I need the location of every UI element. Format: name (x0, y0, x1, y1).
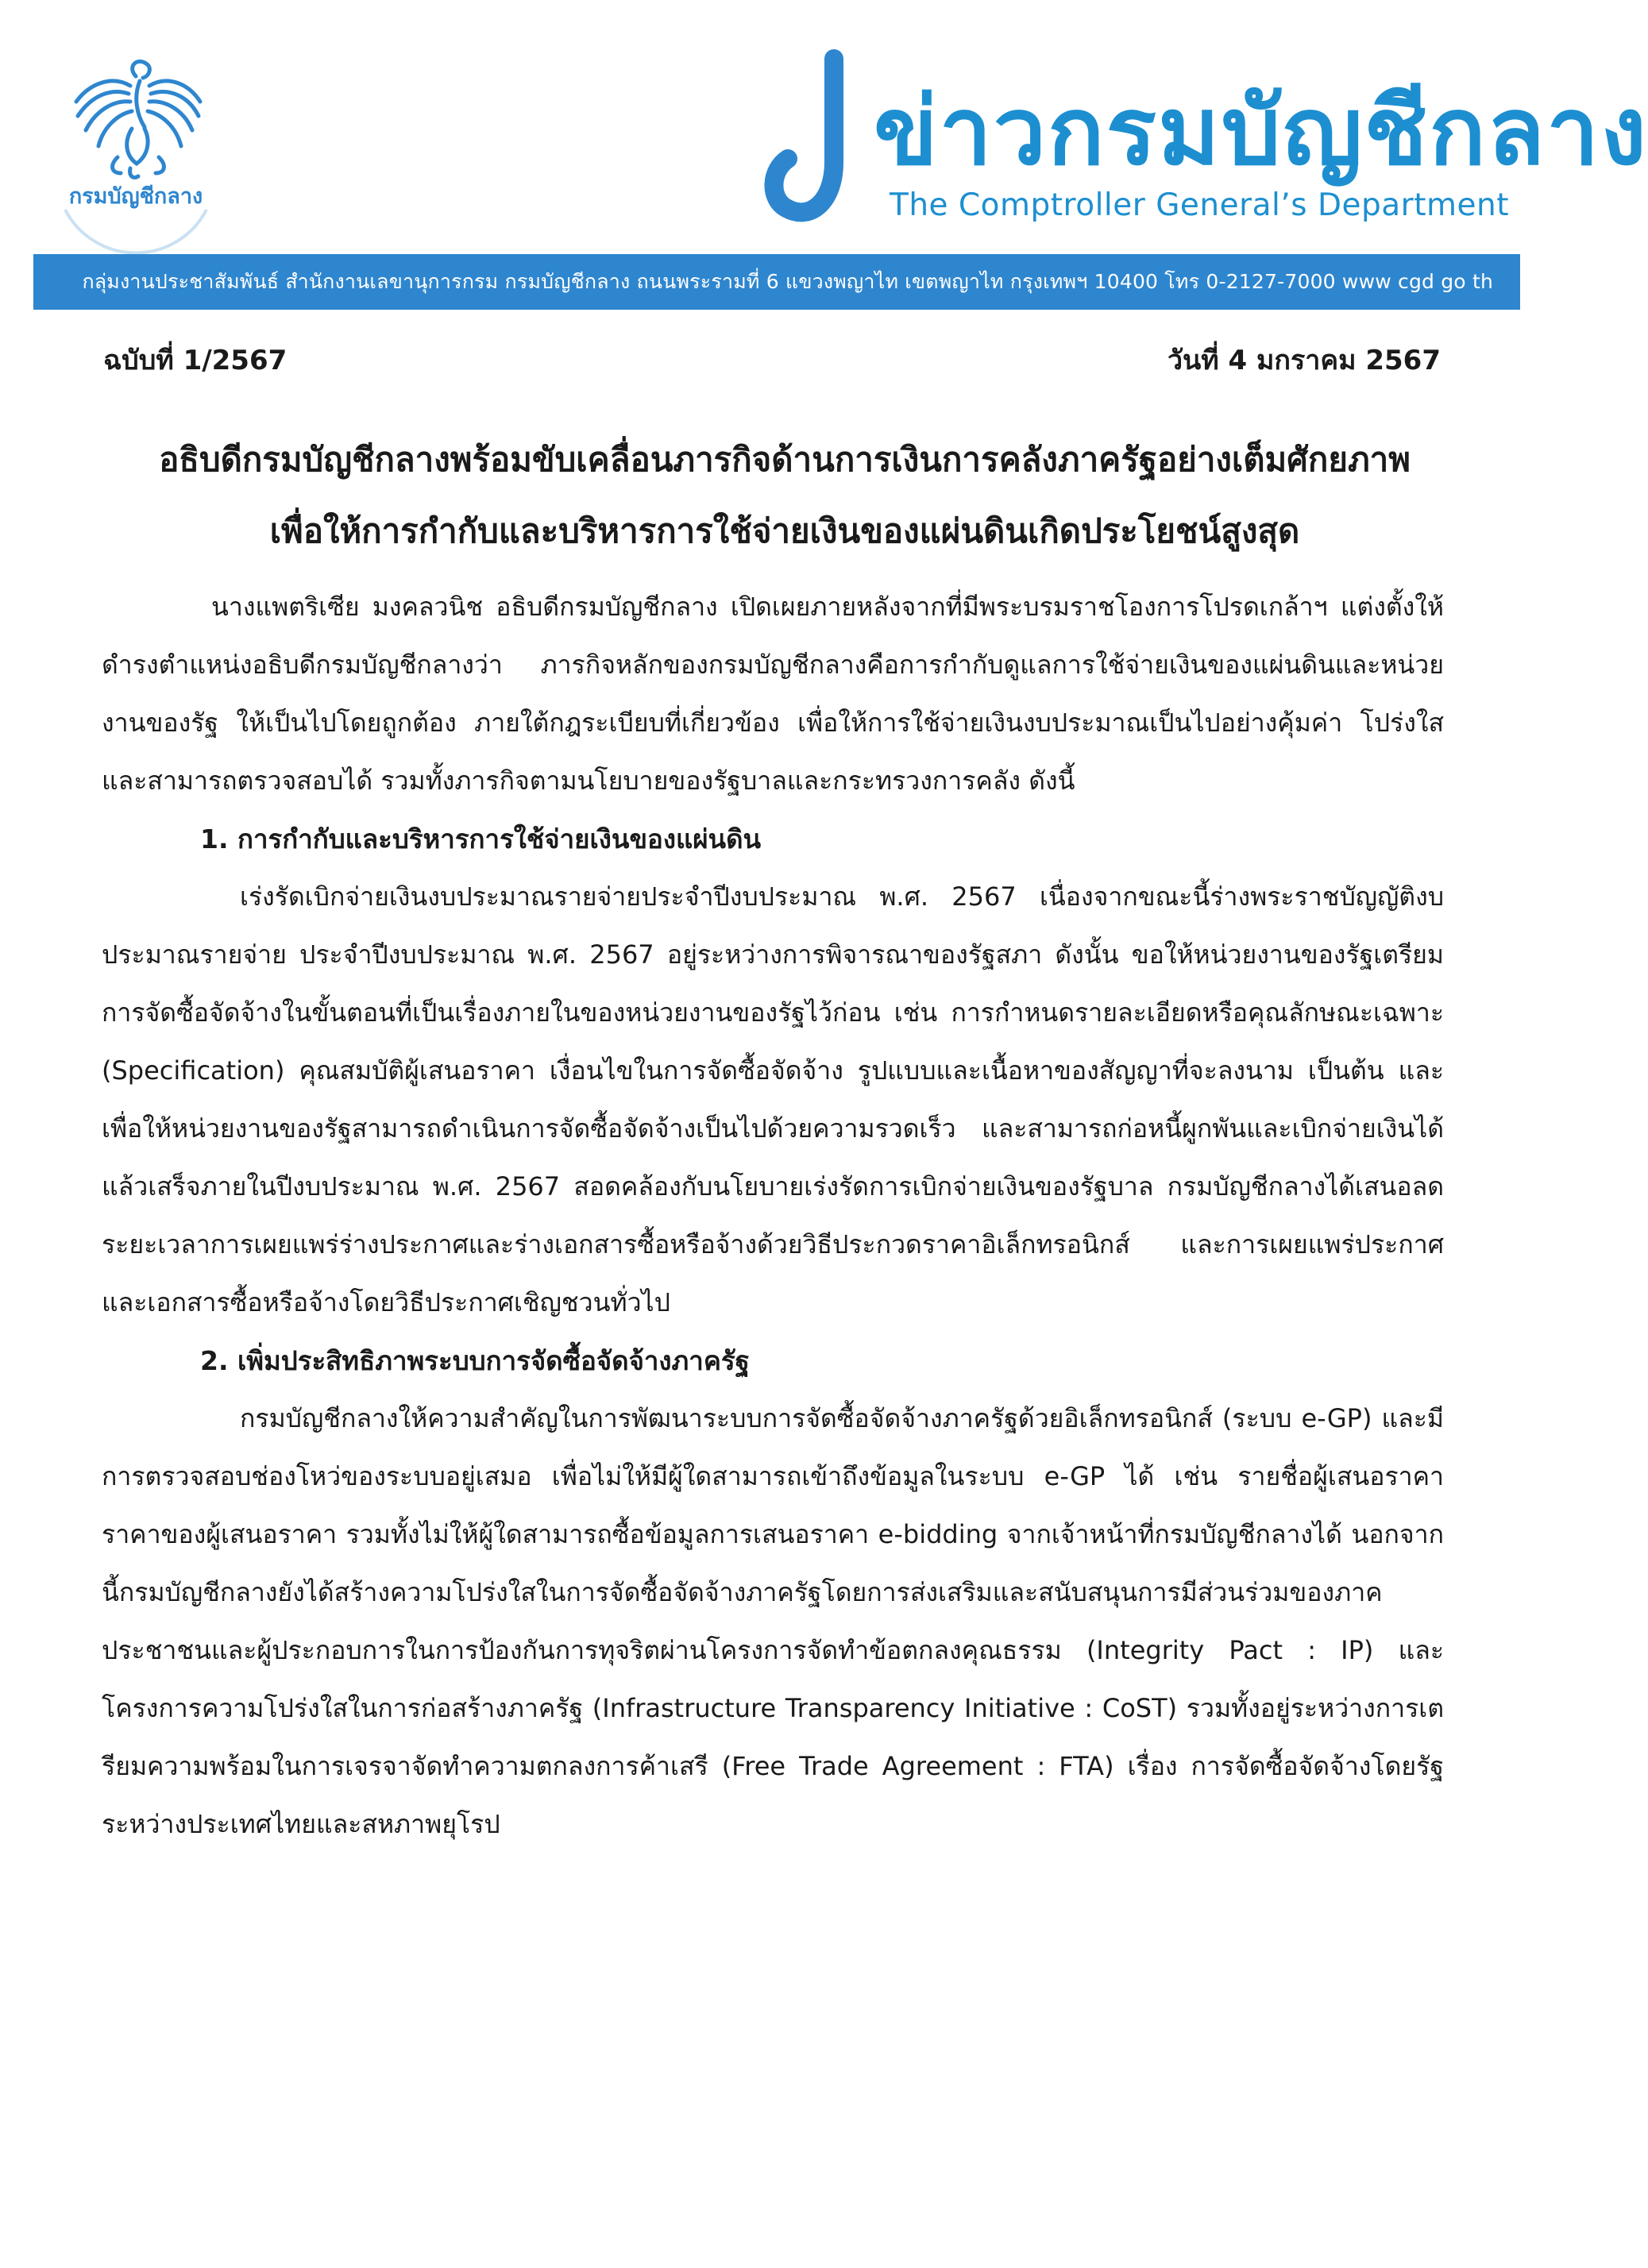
issue-date: วันที่ 4 มกราคม 2567 (1167, 345, 1441, 376)
masthead-subtitle: The Comptroller General’s Department (890, 187, 1510, 223)
contact-bar (33, 254, 1520, 310)
masthead-title: ข่าวกรมบัญชีกลาง (874, 76, 1648, 186)
section-1-heading: 1. การกำกับและบริหารการใช้จ่ายเงินของแผ่นดิน (200, 824, 762, 854)
contact-bar-text: กลุ่มงานประชาสัมพันธ์ สำนักงานเลขานุการกรม กรมบัญชีกลาง ถนนพระรามที่ 6 แขวงพญาไท เขตพญาไท กรุงเทพฯ 10400 โทร 0-2127-7000 www cgd go th (82, 270, 1493, 293)
headline-line-2: เพื่อให้การกำกับและบริหารการใช้จ่ายเงินของแผ่นดินเกิดประโยชน์สูงสุด (269, 511, 1300, 550)
section-2-paragraph: กรมบัญชีกลางให้ความสำคัญในการพัฒนาระบบการจัดซื้อจัดจ้างภาครัฐด้วยอิเล็กทรอนิกส์ (ระบบ e-GP) และมีการตรวจสอบช่องโหว่ของระบบอยู่เสมอ เพื่อไม่ให้มีผู้ใดสามารถเข้าถึงข้อมูลในระบบ e-GP ได้ เช่น รายชื่อผู้เสนอราคา ราคาของผู้เสนอราคา รวมทั้งไม่ให้ผู้ใดสามารถซื้อข้อมูลการเสนอราคา e-bidding จากเจ้าหน้าที่กรมบัญชีกลางได้ นอกจากนี้กรมบัญชีกลางยังได้สร้างความโปร่งใสในการจัดซื้อจัดจ้างภาครัฐโดยการส่งเสริมและสนับสนุนการมีส่วนร่วมของภาคประชาชนและผู้ประกอบการในการป้องกันการทุจริตผ่านโครงการจัดทำข้อตกลงคุณธรรม (Integrity Pact : IP) และโครงการความโปร่งใสในการก่อสร้างภาครัฐ (Infrastructure Transparency Initiative : CoST) รวมทั้งอยู่ระหว่างการเตรียมความพร้อมในการเจรจาจัดทำความตกลงการค้าเสรี (Free Trade Agreement : FTA) เรื่อง การจัดซื้อจัดจ้างโดยรัฐ ระหว่างประเทศไทยและสหภาพยุโรป (102, 1403, 1444, 1839)
section-2-heading: 2. เพิ่มประสิทธิภาพระบบการจัดซื้อจัดจ้างภาครัฐ (200, 1345, 750, 1376)
garuda-emblem-icon (54, 52, 218, 222)
article-body (102, 578, 1444, 1853)
headline-line-1: อธิบดีกรมบัญชีกลางพร้อมขับเคลื่อนภารกิจด้านการเงินการคลังภาครัฐอย่างเต็มศักยภาพ (159, 440, 1411, 479)
logo-caption: กรมบัญชีกลาง (68, 184, 203, 209)
issue-number: ฉบับที่ 1/2567 (103, 345, 288, 376)
intro-paragraph: นางแพตริเซีย มงคลวนิช อธิบดีกรมบัญชีกลาง เปิดเผยภายหลังจากที่มีพระบรมราชโองการโปรดเกล้าฯ แต่งตั้งให้ดำรงตำแหน่งอธิบดีกรมบัญชีกลางว่า ภารกิจหลักของกรมบัญชีกลางคือการกำกับดูแลการใช้จ่ายเงินของแผ่นดินและหน่วยงานของรัฐ ให้เป็นไปโดยถูกต้อง ภายใต้กฎระเบียบที่เกี่ยวข้อง เพื่อให้การใช้จ่ายเงินงบประมาณเป็นไปอย่างคุ้มค่า โปร่งใส และสามารถตรวจสอบได้ รวมทั้งภารกิจตามนโยบายของรัฐบาลและกระทรวงการคลัง ดังนี้ (102, 592, 1444, 796)
section-1-paragraph: เร่งรัดเบิกจ่ายเงินงบประมาณรายจ่ายประจำปีงบประมาณ พ.ศ. 2567 เนื่องจากขณะนี้ร่างพระราชบัญญัติงบประมาณรายจ่าย ประจำปีงบประมาณ พ.ศ. 2567 อยู่ระหว่างการพิจารณาของรัฐสภา ดังนั้น ขอให้หน่วยงานของรัฐเตรียมการจัดซื้อจัดจ้างในขั้นตอนที่เป็นเรื่องภายในของหน่วยงานของรัฐไว้ก่อน เช่น การกำหนดรายละเอียดหรือคุณลักษณะเฉพาะ (Specification) คุณสมบัติผู้เสนอราคา เงื่อนไขในการจัดซื้อจัดจ้าง รูปแบบและเนื้อหาของสัญญาที่จะลงนาม เป็นต้น และเพื่อให้หน่วยงานของรัฐสามารถดำเนินการจัดซื้อจัดจ้างเป็นไปด้วยความรวดเร็ว และสามารถก่อหนี้ผูกพันและเบิกจ่ายเงินได้แล้วเสร็จภายในปีงบประมาณ พ.ศ. 2567 สอดคล้องกับนโยบายเร่งรัดการเบิกจ่ายเงินของรัฐบาล กรมบัญชีกลางได้เสนอลดระยะเวลาการเผยแพร่ร่างประกาศและร่างเอกสารซื้อหรือจ้างด้วยวิธีประกวดราคาอิเล็กทรอนิกส์ และการเผยแพร่ประกาศและเอกสารซื้อหรือจ้างโดยวิธีประกาศเชิญชวนทั่วไป (102, 881, 1445, 1317)
masthead (755, 51, 1648, 233)
